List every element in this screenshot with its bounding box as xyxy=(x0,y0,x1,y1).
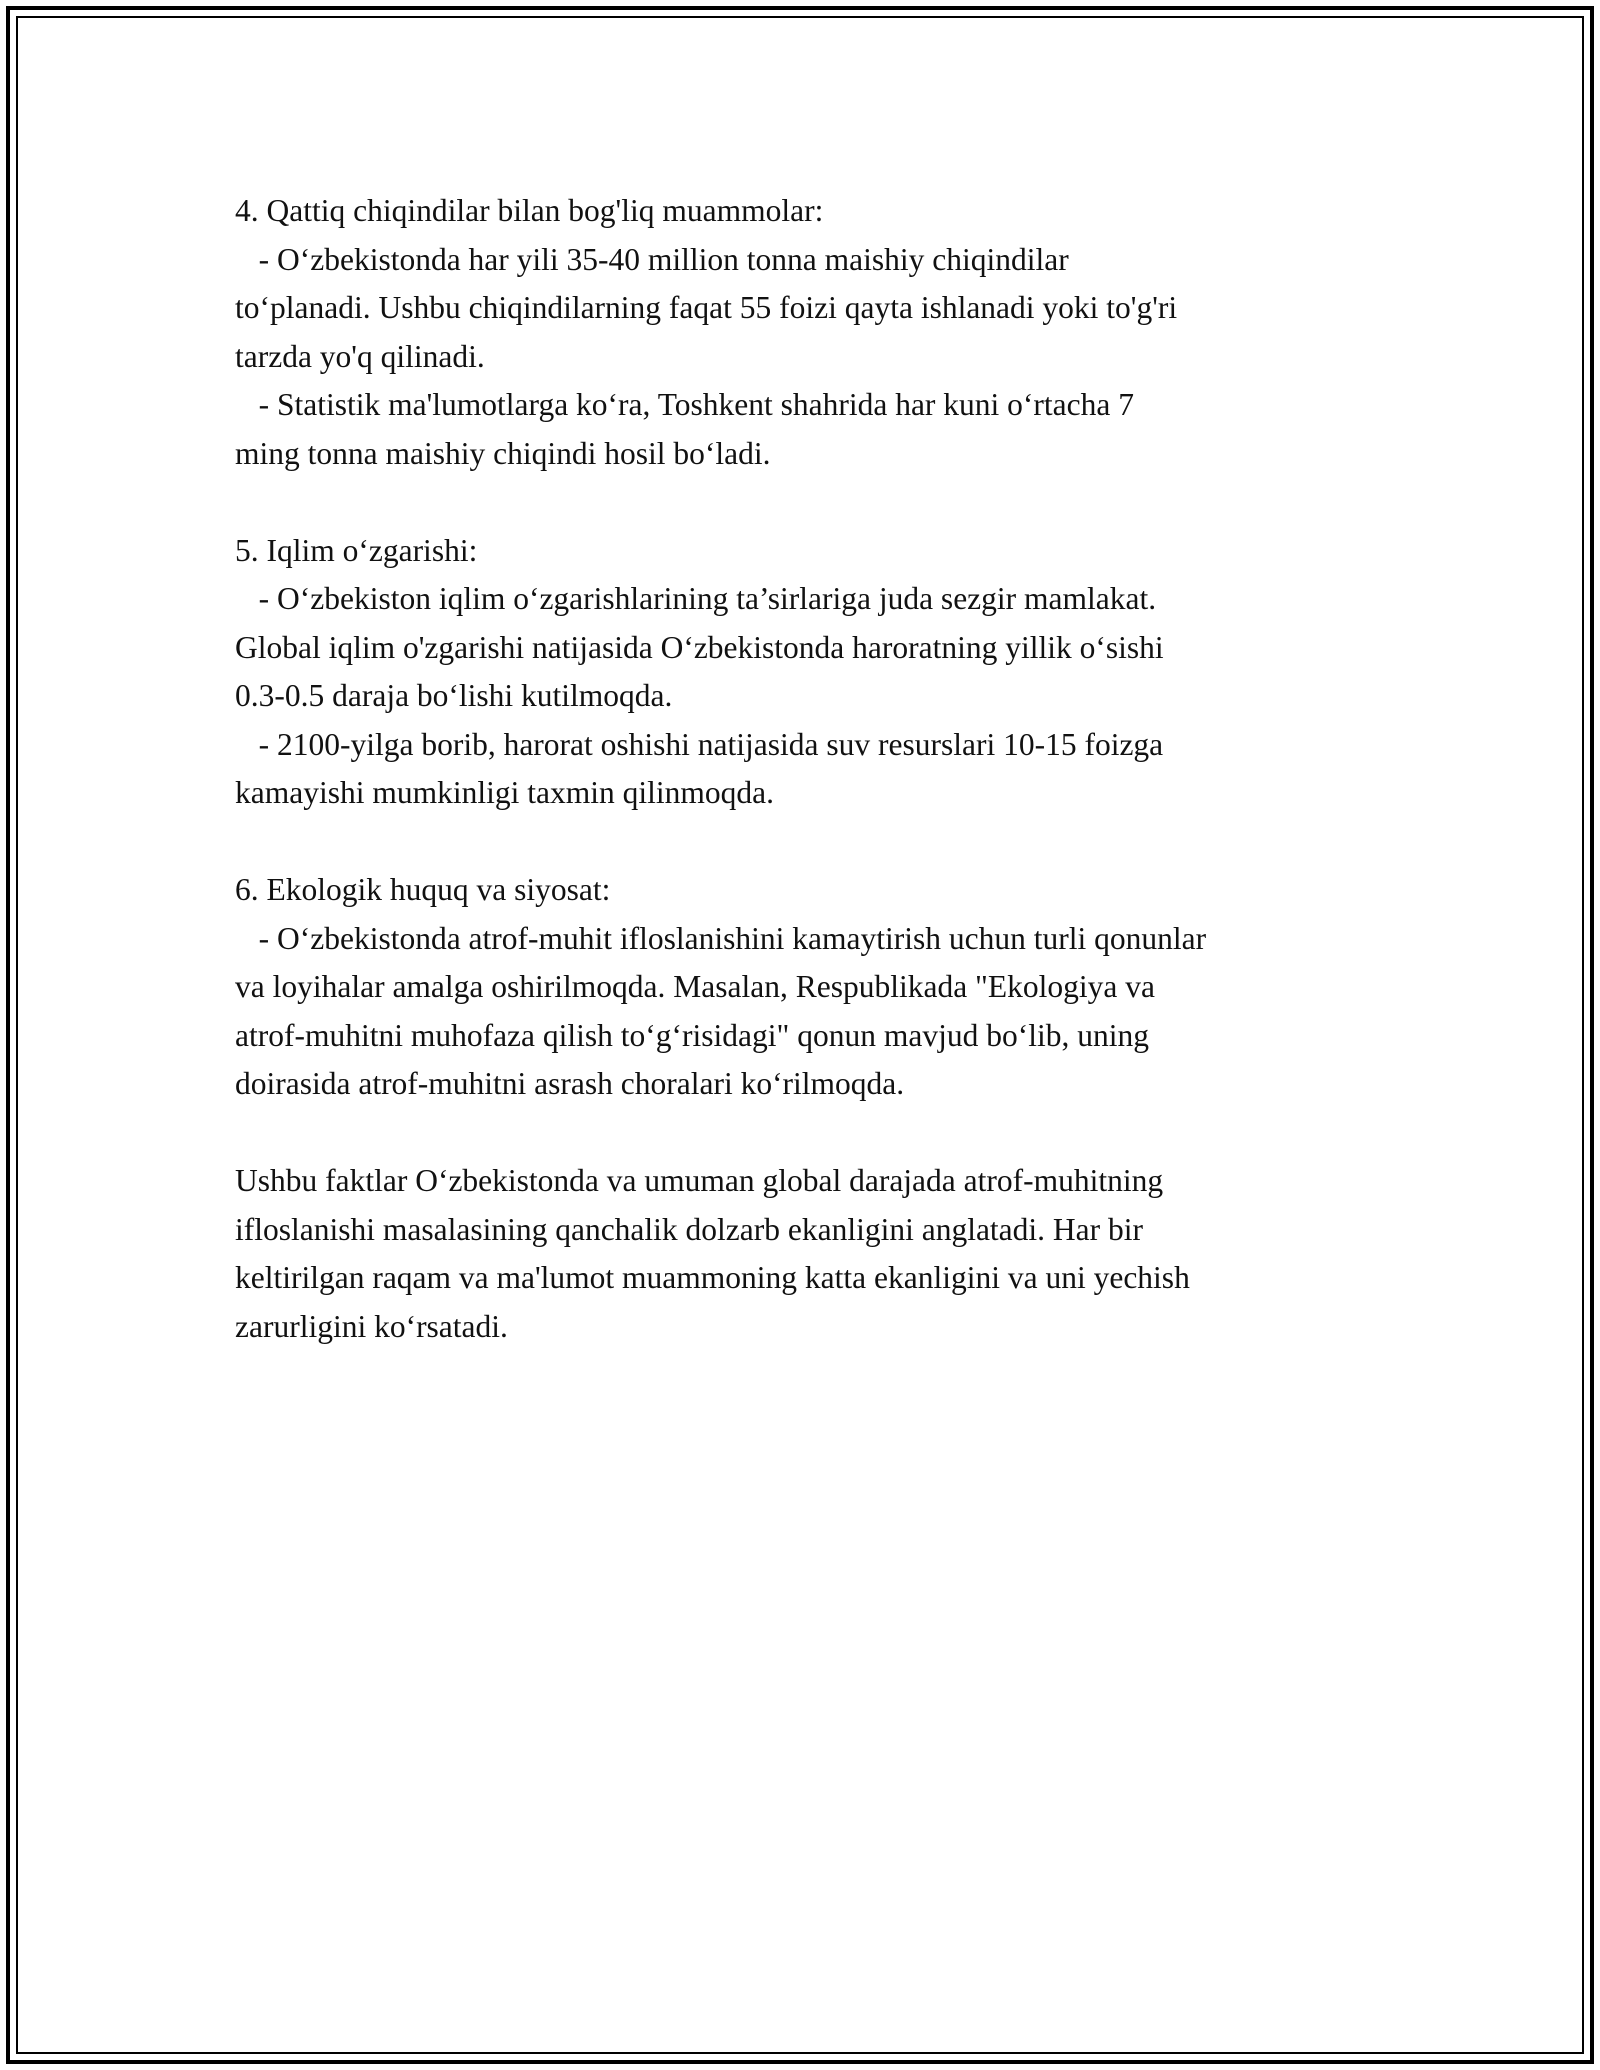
section-heading: 6. Ekologik huquq va siyosat: xyxy=(235,872,611,907)
section-heading: 5. Iqlim o‘zgarishi: xyxy=(235,532,478,568)
paragraph-line: - Statistik ma'lumotlarga ko‘ra, Toshkent shahrida har kuni o‘rtacha 7 xyxy=(235,387,1134,422)
section-5 xyxy=(235,527,1370,818)
paragraph-line: - O‘zbekiston iqlim o‘zgarishlarining ta’sirlariga juda sezgir mamlakat. xyxy=(235,581,1157,616)
section-4 xyxy=(235,187,1370,478)
paragraph-line: - O‘zbekistonda atrof-muhit ifloslanishini kamaytirish uchun turli qonunlar xyxy=(235,920,1207,956)
paragraph-line: - 2100-yilga borib, harorat oshishi natijasida suv resurslari 10-15 foizga xyxy=(235,726,1164,762)
paragraph-line: ming tonna maishiy chiqindi hosil bo‘ladi. xyxy=(235,435,771,471)
document-body xyxy=(235,187,1370,1351)
paragraph-line: zarurligini ko‘rsatadi. xyxy=(235,1308,508,1344)
conclusion-paragraph xyxy=(235,1157,1370,1351)
paragraph-line: va loyihalar amalga oshirilmoqda. Masalan, Respublikada "Ekologiya va xyxy=(235,969,1155,1004)
paragraph-line: kamayishi mumkinligi taxmin qilinmoqda. xyxy=(235,775,774,810)
paragraph-line: - O‘zbekistonda har yili 35-40 million tonna maishiy chiqindilar xyxy=(235,241,1069,277)
paragraph-line: Global iqlim o'zgarishi natijasida O‘zbekistonda haroratning yillik o‘sishi xyxy=(235,629,1164,665)
paragraph-line: tarzda yo'q qilinadi. xyxy=(235,338,485,374)
paragraph-line: 0.3-0.5 daraja bo‘lishi kutilmoqda. xyxy=(235,678,673,713)
blank-line xyxy=(235,478,1370,527)
blank-line xyxy=(235,818,1370,867)
section-6 xyxy=(235,866,1370,1109)
paragraph-line: atrof-muhitni muhofaza qilish to‘g‘risidagi" qonun mavjud bo‘lib, uning xyxy=(235,1017,1149,1053)
section-heading: 4. Qattiq chiqindilar bilan bog'liq muammolar: xyxy=(235,193,824,228)
paragraph-line: to‘planadi. Ushbu chiqindilarning faqat 55 foizi qayta ishlanadi yoki to'g'ri xyxy=(235,290,1178,325)
paragraph-line: keltirilgan raqam va ma'lumot muammoning katta ekanligini va uni yechish xyxy=(235,1260,1190,1295)
paragraph-line: doirasida atrof-muhitni asrash choralari ko‘rilmoqda. xyxy=(235,1066,905,1101)
blank-line xyxy=(235,1109,1370,1158)
paragraph-line: ifloslanishi masalasining qanchalik dolzarb ekanligini anglatadi. Har bir xyxy=(235,1211,1143,1247)
paragraph-line: Ushbu faktlar O‘zbekistonda va umuman global darajada atrof-muhitning xyxy=(235,1163,1164,1198)
